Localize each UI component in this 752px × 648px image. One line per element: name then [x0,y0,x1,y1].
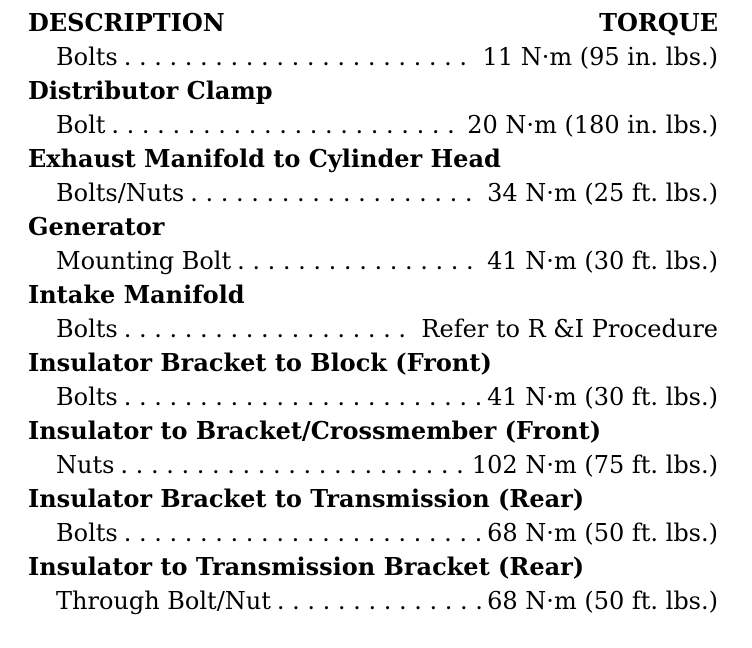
table-row [28,176,718,210]
dot-leader [124,40,477,74]
component-heading: Exhaust Manifold to Cylinder Head [28,144,501,173]
description-column-header: DESCRIPTION [28,8,225,37]
table-row [28,40,718,74]
torque-value: 34 N·m (25 ft. lbs.) [487,179,718,207]
dot-leader [111,108,461,142]
dot-leader [277,584,481,618]
fastener-label: Bolts [56,315,118,343]
dot-leader [237,244,481,278]
dot-leader [124,380,481,414]
torque-value: 11 N·m (95 in. lbs.) [482,43,718,71]
component-heading: Generator [28,212,165,241]
table-row [28,380,718,414]
table-row [28,108,718,142]
component-heading: Insulator Bracket to Block (Front) [28,348,492,377]
torque-value: Refer to R &I Procedure [421,315,718,343]
dot-leader [124,516,481,550]
table-row [28,448,718,482]
table-row [28,312,718,346]
table-row [28,584,718,618]
fastener-label: Bolts [56,519,118,547]
component-heading: Insulator to Transmission Bracket (Rear) [28,552,585,581]
table-row [28,244,718,278]
torque-column-header: TORQUE [599,8,718,37]
table-header [28,6,718,40]
fastener-label: Through Bolt/Nut [56,587,271,615]
torque-value: 41 N·m (30 ft. lbs.) [487,383,718,411]
torque-value: 102 N·m (75 ft. lbs.) [471,451,718,479]
fastener-label: Bolt [56,111,106,139]
component-heading: Insulator to Bracket/Crossmember (Front) [28,416,602,445]
dot-leader [124,312,416,346]
dot-leader [190,176,481,210]
table-row [28,516,718,550]
torque-value: 20 N·m (180 in. lbs.) [467,111,718,139]
fastener-label: Bolts/Nuts [56,179,185,207]
torque-value: 41 N·m (30 ft. lbs.) [487,247,718,275]
fastener-label: Nuts [56,451,115,479]
component-heading: Intake Manifold [28,280,245,309]
fastener-label: Bolts [56,383,118,411]
component-heading: Insulator Bracket to Transmission (Rear) [28,484,585,513]
torque-spec-table [28,6,718,618]
torque-value: 68 N·m (50 ft. lbs.) [487,519,718,547]
dot-leader [120,448,465,482]
fastener-label: Mounting Bolt [56,247,232,275]
component-heading: Distributor Clamp [28,76,273,105]
torque-value: 68 N·m (50 ft. lbs.) [487,587,718,615]
fastener-label: Bolts [56,43,118,71]
